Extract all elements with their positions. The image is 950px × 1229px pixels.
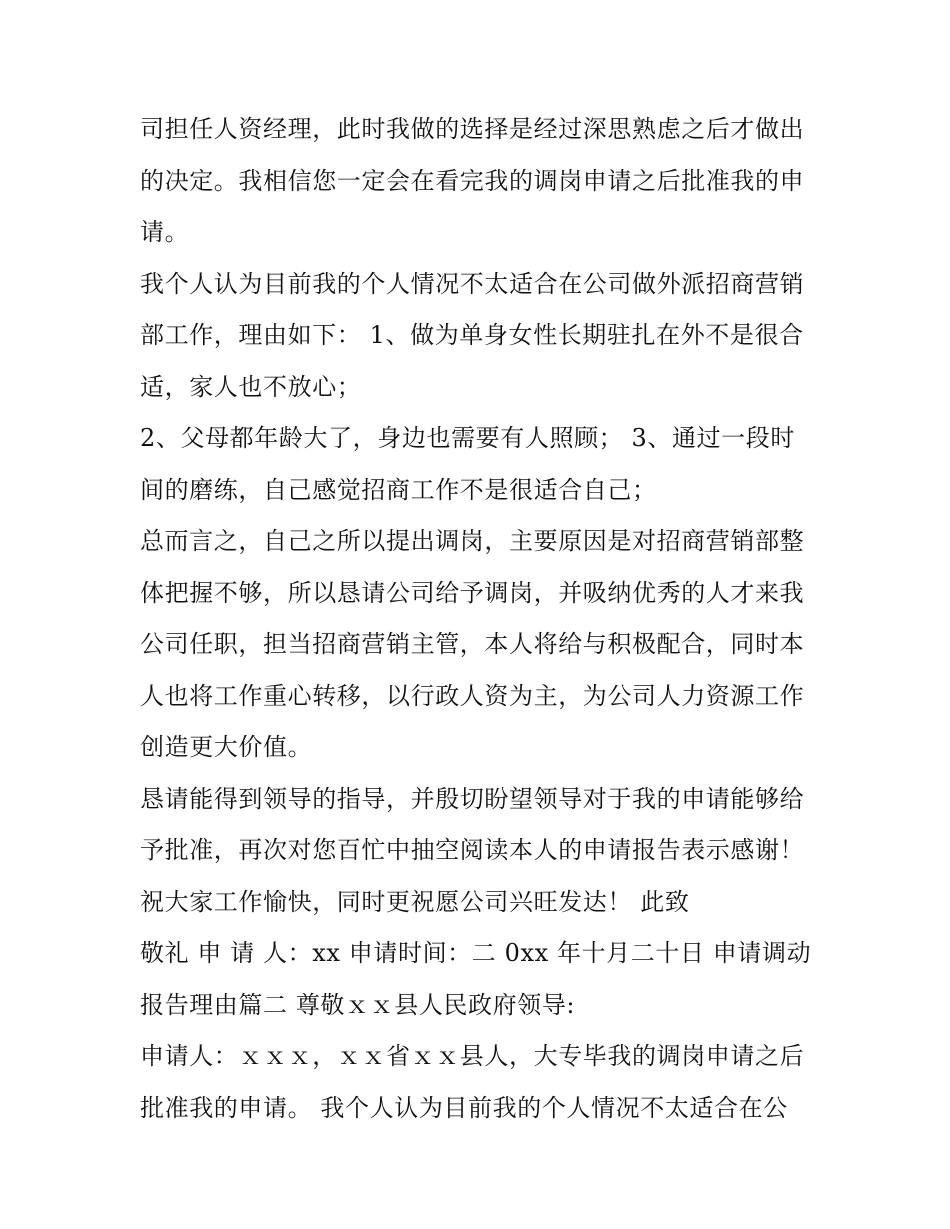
text-line: 体把握不够，所以恳请公司给予调岗，并吸纳优秀的人才来我 [140,578,805,607]
text-line: 批准我的申请。 我个人认为目前我的个人情况不太适合在公 [140,1093,788,1122]
text-line: 公司任职，担当招商营销主管，本人将给与积极配合，同时本 [140,630,805,658]
text-line: 部工作，理由如下： 1、做为单身女性长期驻扎在外不是很合 [140,321,804,349]
text-line: 间的磨练，自己感觉招商工作不是很适合自己； [140,475,657,504]
text-line: 申请人：ｘｘｘ，ｘｘ省ｘｘ县人，大专毕我的调岗申请之后 [140,1042,805,1070]
text-line: 创造更大价值。 [140,733,313,761]
text-line: 恳请能得到领导的指导，并殷切盼望领导对于我的申请能够给 [140,784,805,813]
text-line: 2、父母都年龄大了，身边也需要有人照顾； 3、通过一段时 [140,424,795,452]
text-line: 总而言之，自己之所以提出调岗，主要原因是对招商营销部整 [140,527,805,555]
text-line: 司担任人资经理，此时我做的选择是经过深思熟虑之后才做出 [140,115,805,143]
text-line: 敬礼 申 请 人：xx 申请时间：二 0xx 年十月二十日 申请调动 [140,939,812,967]
text-line: 请。 [140,218,190,246]
text-line: 人也将工作重心转移，以行政人资为主，为公司人力资源工作 [140,681,805,710]
text-line: 予批准，再次对您百忙中抽空阅读本人的申请报告表示感谢！ [140,836,805,864]
text-line: 我个人认为目前我的个人情况不太适合在公司做外派招商营销 [140,269,805,298]
text-line: 报告理由篇二 尊敬ｘｘ县人民政府领导: [140,990,576,1019]
text-line: 适，家人也不放心； [140,372,362,401]
text-line: 的决定。我相信您一定会在看完我的调岗申请之后批准我的申 [140,166,805,195]
document-body [140,104,830,1134]
text-line: 祝大家工作愉快，同时更祝愿公司兴旺发达！ 此致 [140,887,690,916]
